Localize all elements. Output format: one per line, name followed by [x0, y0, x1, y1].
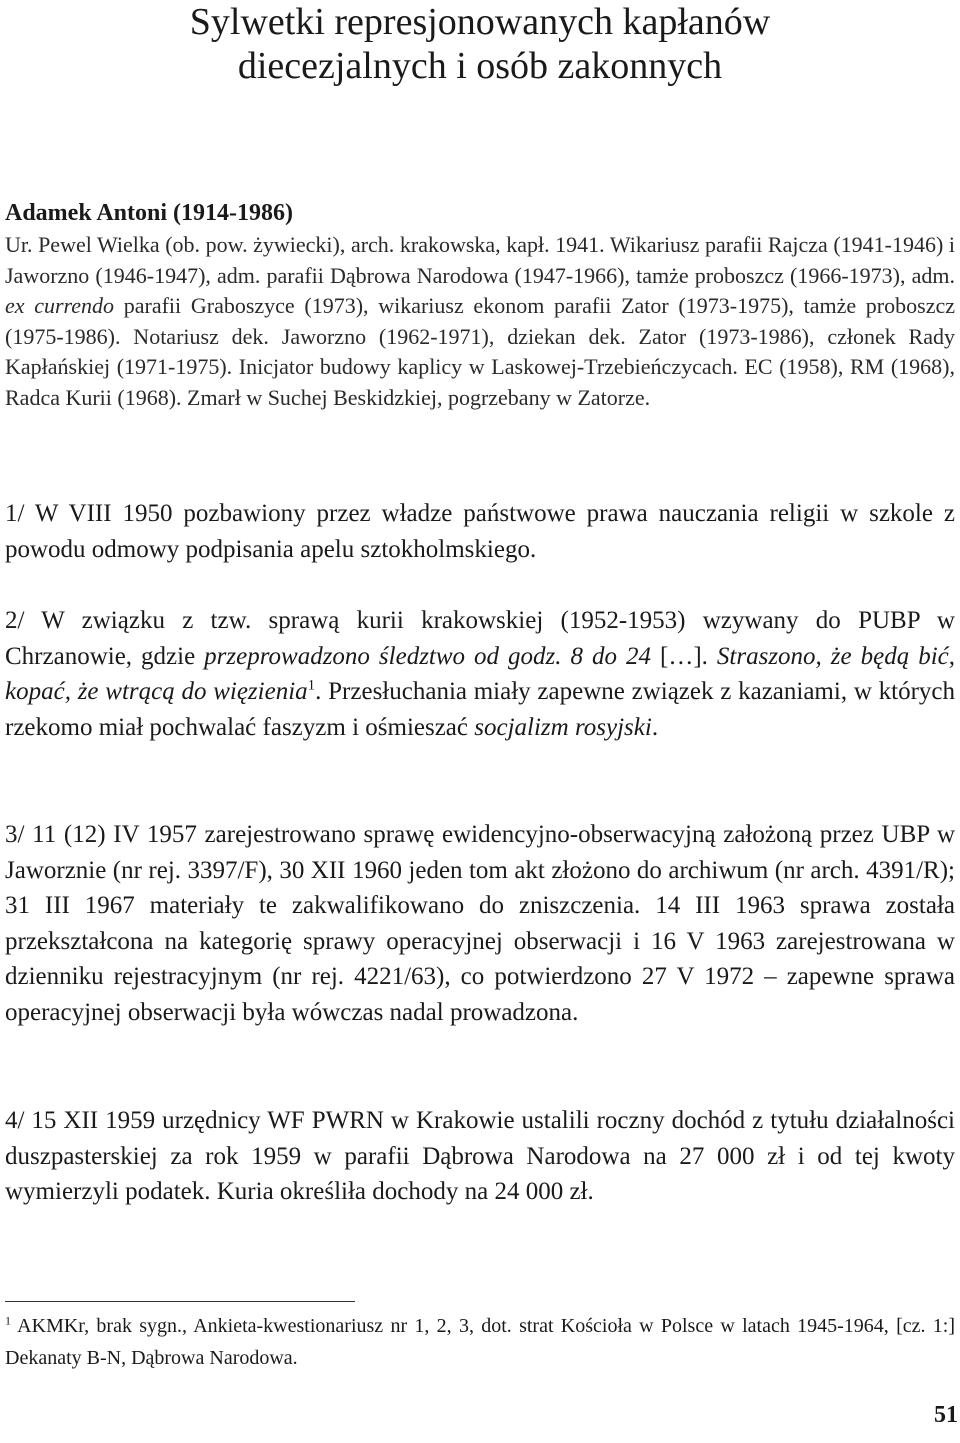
event-paragraph-4	[5, 1103, 955, 1210]
event-2-part-b: […].	[651, 642, 717, 670]
page-number: 51	[934, 1402, 958, 1428]
event-1-text: 1/ W VIII 1950 pozbawiony przez władze państwowe prawa nauczania religii w szkole z powodu odmowy podpisania apelu sztokholmskiego.	[5, 500, 955, 563]
event-3-text: 3/ 11 (12) IV 1957 zarejestrowano sprawę ewidencyjno-obserwacyjną założoną przez UBP w Jaworznie (nr rej. 3397/F), 30 XII 1960 jeden tom akt złożono do archiwum (nr arch. 4391/R); 31 III 1967 materiały te zakwalifikowano do zniszczenia. 14 III 1963 sprawa została przekształcona na kategorię sprawy operacyjnej obserwacji i 16 V 1963 zarejestrowana w dzienniku rejestracyjnym (nr rej. 4221/63), co potwierdzono 27 V 1972 – zapewne sprawa operacyjnej obserwacji była wówczas nadal prowadzona.	[5, 821, 955, 1026]
biography-italic-phrase: ex currendo	[5, 293, 115, 318]
person-name-heading: Adamek Antoni (1914-1986)	[5, 200, 294, 226]
event-paragraph-1	[5, 496, 955, 567]
chapter-title-line-1: Sylwetki represjonowanych kapłanów	[189, 1, 771, 43]
footnote-marker: 1	[5, 1313, 11, 1328]
chapter-title	[5, 0, 955, 88]
biography-paragraph	[5, 230, 955, 413]
event-2-part-a: 2/ W związku z tzw. sprawą kurii krakowskiej (1952-1953) wzywany do PUBP w Chrzanowie, gdzie	[5, 607, 955, 670]
document-page	[5, 0, 956, 1369]
footnote	[5, 1310, 955, 1374]
event-2-italic-quote-1: przeprowadzono śledztwo od godz. 8 do 24	[204, 642, 652, 670]
chapter-title-line-2: diecezjalnych i osób zakonnych	[237, 45, 723, 87]
biography-text-part-1: Ur. Pewel Wielka (ob. pow. żywiecki), arch. krakowska, kapł. 1941. Wikariusz parafii Rajcza (1941-1946) i Jaworzno (1946-1947), adm. parafii Dąbrowa Narodowa (1947-1966), tamże proboszcz (1966-1973), adm.	[5, 232, 955, 288]
event-2-part-d: .	[651, 713, 659, 741]
event-2-italic-quote-3: socjalizm rosyjski	[474, 713, 652, 741]
biography-text-part-2: parafii Graboszyce (1973), wikariusz ekonom parafii Zator (1973-1975), tamże proboszcz (1975-1986). Notariusz dek. Jaworzno (1962-1971), dziekan dek. Zator (1973-1986), członek Rady Kapłańskiej (1971-1975). Inicjator budowy kaplicy w Laskowej-Trzebieńczycach. EC (1958), RM (1968), Radca Kurii (1968). Zmarł w Suchej Beskidzkiej, pogrzebany w Zatorze.	[5, 293, 955, 410]
event-2-text	[5, 603, 955, 745]
event-4-text: 4/ 15 XII 1959 urzędnicy WF PWRN w Krakowie ustalili roczny dochód z tytułu działalności duszpasterskiej za rok 1959 w parafii Dąbrowa Narodowa na 27 000 zł i od tej kwoty wymierzyli podatek. Kuria określiła dochody na 24 000 zł.	[5, 1107, 955, 1205]
event-2-part-c: . Przesłuchania miały zapewne związek z kazaniami, w których rzekomo miał pochwalać faszyzm i ośmieszać	[5, 678, 955, 741]
event-paragraph-2	[5, 603, 955, 745]
footnote-reference[interactable]: 1	[307, 677, 316, 694]
biography-section	[5, 196, 955, 413]
event-2-italic-quote-2: Straszono, że będą bić, kopać, że wtrącą do więzienia	[5, 642, 956, 705]
footnote-text: AKMKr, brak sygn., Ankieta-kwestionariusz nr 1, 2, 3, dot. strat Kościoła w Polsce w latach 1945-1964, [cz. 1:] Dekanaty B-N, Dąbrowa Narodowa.	[5, 1315, 955, 1369]
event-paragraph-3	[5, 817, 955, 1030]
footnote-divider	[5, 1301, 355, 1302]
